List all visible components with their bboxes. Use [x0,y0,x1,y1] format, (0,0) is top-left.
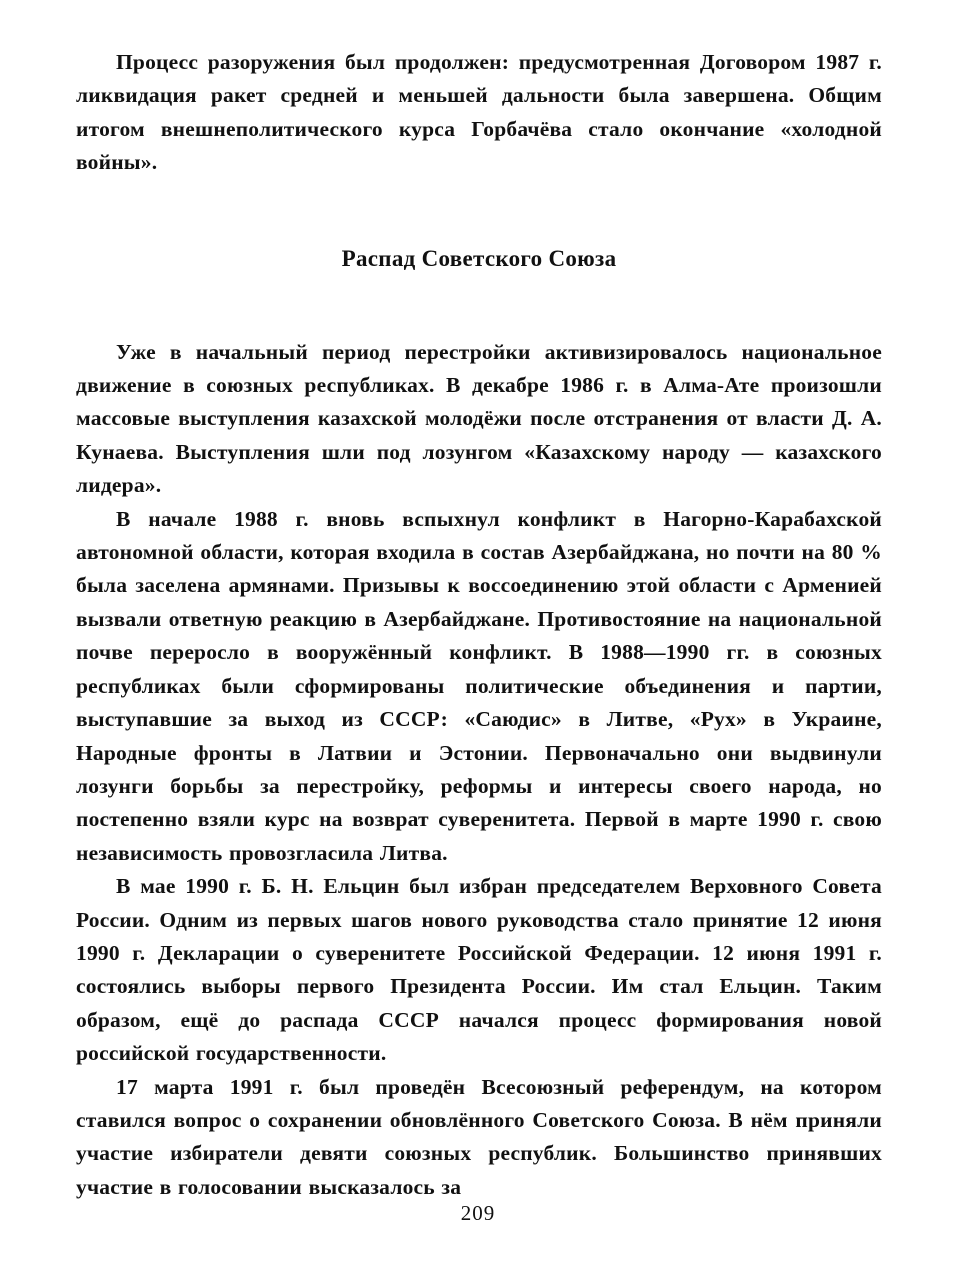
paragraph: В мае 1990 г. Б. Н. Ельцин был избран председателем Верховного Совета России. Одним из первых шагов нового руководства стало принятие 12 июня 1990 г. Декларации о суверенитете Российской Федерации. 12 июня 1991 г. состоялись выборы первого Президента России. Им стал Ельцин. Таким образом, ещё до распада СССР начался процесс формирования новой российской государственности. [76,874,882,1066]
lead-paragraph: Процесс разоружения был продолжен: предусмотренная Договором 1987 г. ликвидация ракет средней и меньшей дальности была завершена. Общим итогом внешнеполитического курса Горбачёва стало окончание «холодной войны». [76,50,882,175]
paragraph: В начале 1988 г. вновь вспыхнул конфликт в Нагорно-Карабахской автономной области, которая входила в состав Азербайджана, но почти на 80 % была заселена армянами. Призывы к воссоединению этой области с Арменией вызвали ответную реакцию в Азербайджане. Противостояние на национальной почве переросло в вооружённый конфликт. В 1988—1990 гг. в союзных республиках были сформированы политические объединения и партии, выступавшие за выход из СССР: «Саюдис» в Литве, «Рух» в Украине, Народные фронты в Латвии и Эстонии. Первоначально они выдвинули лозунги борьбы за перестройку, реформы и интересы своего народа, но постепенно взяли курс на возврат суверенитета. Первой в марте 1990 г. свою независимость провозгласила Литва. [76,506,882,865]
paragraph: Уже в начальный период перестройки активизировалось национальное движение в союзных республиках. В декабре 1986 г. в Алма-Ате произошли массовые выступления казахской молодёжи после отстранения от власти Д. А. Кунаева. Выступления шли под лозунгом «Казахскому народу — казахского лидера». [76,339,882,498]
page-number: 209 [460,1201,496,1225]
section-heading: Распад Советского Союза [341,245,617,271]
paragraph: 17 марта 1991 г. был проведён Всесоюзный референдум, на котором ставился вопрос о сохранении обновлённого Советского Союза. В нём приняли участие избиратели девяти союзных республик. Большинство принявших участие в голосовании высказалось за [76,1074,882,1199]
